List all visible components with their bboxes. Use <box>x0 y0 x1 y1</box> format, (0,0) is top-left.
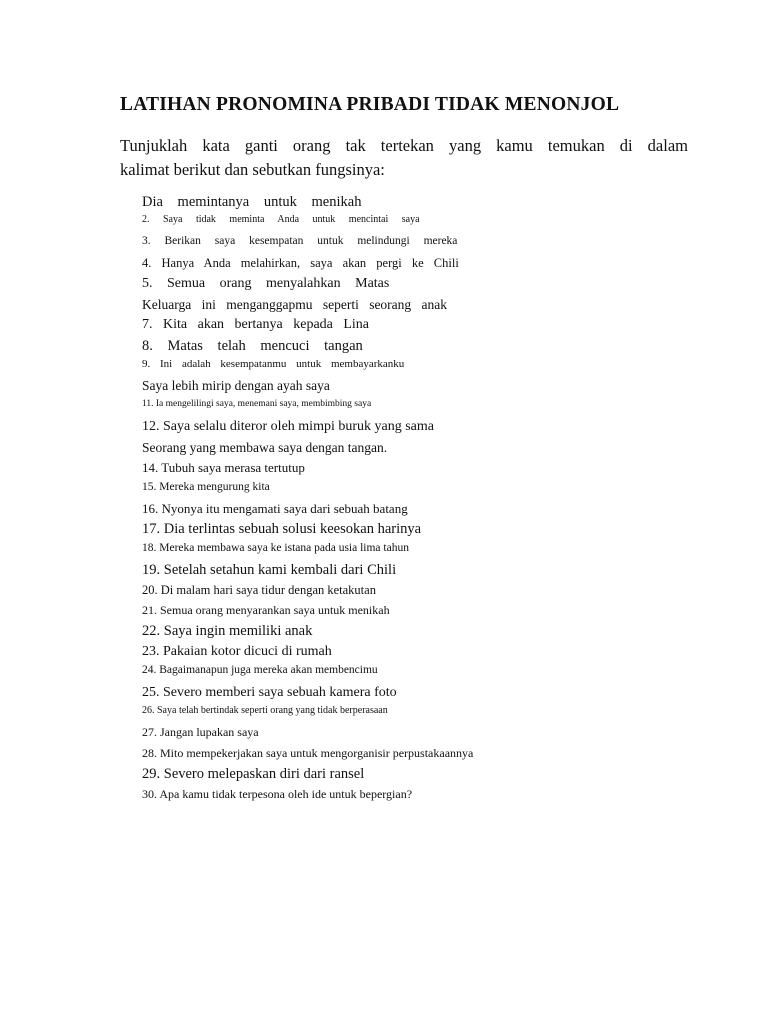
list-item: 21. Semua orang menyarankan saya untuk menikah <box>142 603 390 617</box>
list-item: 9. Ini adalah kesempatanmu untuk membayarkanku <box>142 358 405 370</box>
list-item: 5. Semua orang menyalahkan Matas <box>142 276 390 291</box>
list-item: 27. Jangan lupakan saya <box>142 725 259 739</box>
list-item: 11. Ia mengelilingi saya, menemani saya, membimbing saya <box>142 399 372 409</box>
list-item: 30. Apa kamu tidak terpesona oleh ide untuk bepergian? <box>142 787 413 801</box>
list-item: 26. Saya telah bertindak seperti orang yang tidak berperasaan <box>142 705 388 716</box>
list-item: 8. Matas telah mencuci tangan <box>142 338 363 354</box>
list-item: 24. Bagaimanapun juga mereka akan membencimu <box>142 664 378 676</box>
list-item: 23. Pakaian kotor dicuci di rumah <box>142 644 332 659</box>
list-item: 12. Saya selalu diteror oleh mimpi buruk yang sama <box>142 419 434 434</box>
list-item: 16. Nyonya itu mengamati saya dari sebuah batang <box>142 501 408 516</box>
list-item: 14. Tubuh saya merasa tertutup <box>142 460 305 475</box>
list-item: 2. Saya tidak meminta Anda untuk mencintai saya <box>142 214 420 225</box>
list-item: 25. Severo memberi saya sebuah kamera foto <box>142 685 397 700</box>
instruction-line-2: kalimat berikut dan sebutkan fungsinya: <box>120 160 385 179</box>
list-item: Dia memintanya untuk menikah <box>142 194 362 210</box>
list-item: 28. Mito mempekerjakan saya untuk mengorganisir perpustakaannya <box>142 746 474 760</box>
list-item: 20. Di malam hari saya tidur dengan ketakutan <box>142 583 376 597</box>
list-item: 7. Kita akan bertanya kepada Lina <box>142 317 370 332</box>
instruction-line-1: Tunjuklah kata ganti orang tak tertekan yang kamu temukan di dalam <box>120 136 688 155</box>
list-item: 29. Severo melepaskan diri dari ransel <box>142 766 365 782</box>
page-title: LATIHAN PRONOMINA PRIBADI TIDAK MENONJOL <box>120 94 620 115</box>
list-item: Saya lebih mirip dengan ayah saya <box>142 378 330 393</box>
list-item: 3. Berikan saya kesempatan untuk melindungi mereka <box>142 235 458 247</box>
list-item: Seorang yang membawa saya dengan tangan. <box>142 440 388 455</box>
list-item: 17. Dia terlintas sebuah solusi keesokan harinya <box>142 521 422 537</box>
list-item: 19. Setelah setahun kami kembali dari Chili <box>142 562 397 578</box>
list-item: 4. Hanya Anda melahirkan, saya akan pergi ke Chili <box>142 256 459 270</box>
list-item: 15. Mereka mengurung kita <box>142 481 270 493</box>
list-item: 18. Mereka membawa saya ke istana pada usia lima tahun <box>142 542 409 554</box>
list-item: 22. Saya ingin memiliki anak <box>142 623 313 639</box>
list-item: Keluarga ini menganggapmu seperti seorang anak <box>142 297 448 312</box>
instruction-paragraph <box>120 134 688 182</box>
